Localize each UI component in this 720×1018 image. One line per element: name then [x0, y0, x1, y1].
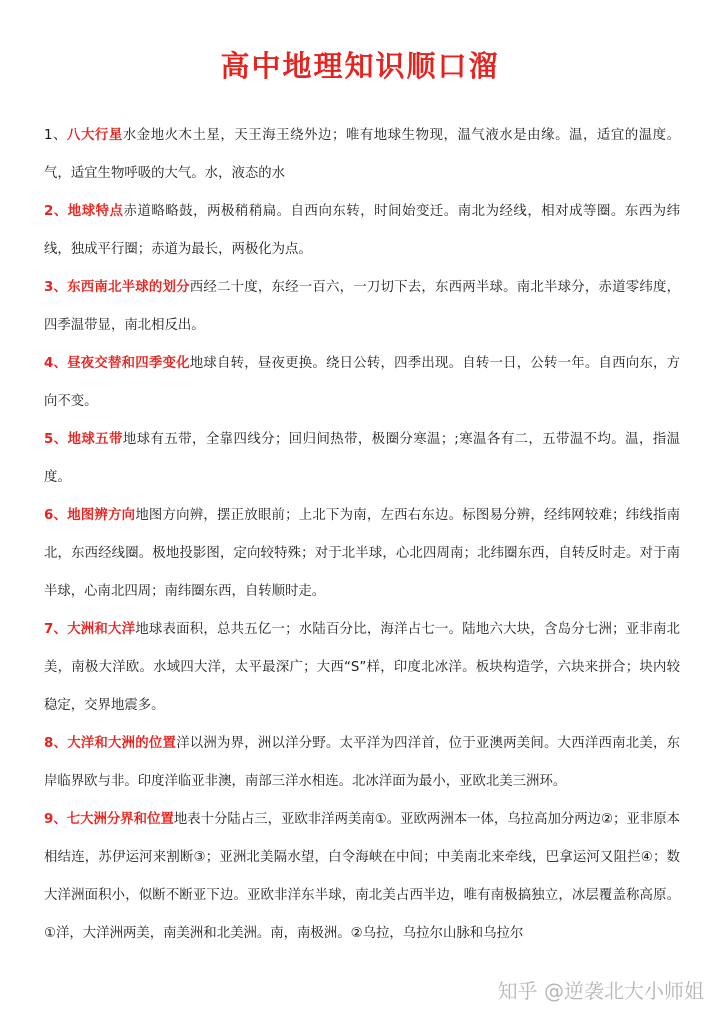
item-heading: 八大行星 [67, 128, 123, 143]
item-heading: 东西南北半球的划分 [67, 280, 190, 295]
item-number: 4、 [44, 356, 68, 371]
item-text: 地球自转，昼夜更换。绕日公转，四季出现。自转一日，公转一年。自西向东，方向不变。 [44, 356, 681, 409]
list-item [44, 117, 680, 193]
list-item [44, 421, 680, 497]
item-text: 水金地火木土星，天王海王绕外边；唯有地球生物现，温气液水是由缘。温，适宜的温度。气，适宜生物呼吸的大气。水，液态的水 [44, 128, 681, 181]
list-item [44, 497, 680, 611]
list-item [44, 801, 680, 953]
item-heading: 大洋和大洲的位置 [67, 736, 177, 751]
item-heading: 七大洲分界和位置 [66, 812, 174, 827]
list-item [44, 193, 680, 269]
item-number: 6、 [44, 508, 68, 523]
item-number: 7、 [44, 622, 68, 637]
item-text: 赤道略略鼓，两极稍稍扁。自西向东转，时间始变迁。南北为经线，相对成等圈。东西为纬线，独成平行圈；赤道为最长，两极化为点。 [44, 204, 681, 257]
page-title: 高中地理知识顺口溜 [220, 49, 500, 83]
item-text: 洋以洲为界，洲以洋分野。太平洋为四洋首，位于亚澳两美间。大西洋西南北美，东岸临界欧与非。印度洋临亚非澳，南部三洋水相连。北冰洋面为最小，亚欧北美三洲环。 [44, 736, 681, 789]
item-number: 9、 [44, 812, 67, 827]
item-heading: 地球五带 [67, 432, 123, 447]
watermark: 知乎 @逆袭北大小师姐 [497, 979, 704, 1003]
item-text: 地表十分陆占三，亚欧非洋两美南①。亚欧两洲本一体，乌拉高加分两边②；亚非原本相结连，苏伊运河来割断③；亚洲北美隔水望，白令海峡在中间；中美南北来牵线，巴拿运河又阻拦④；数大洋洲面积小，似断不断亚下边。亚欧非洋东半球，南北美占西半边，唯有南极搞独立，冰层覆盖称高原。①洋，大洋洲两美，南美洲和北美洲。南，南极洲。②乌拉，乌拉尔山脉和乌拉尔 [44, 812, 680, 941]
list-item [44, 611, 680, 725]
item-text: 地球表面积，总共五亿一；水陆百分比，海洋占七一。陆地六大块，含岛分七洲；亚非南北美，南极大洋欧。水域四大洋，太平最深广；大西“S”样，印度北冰洋。板块构造学，六块来拼合；块内较稳定，交界地震多。 [44, 622, 681, 713]
item-heading: 地球特点 [67, 204, 124, 219]
item-number: 1、 [44, 128, 68, 143]
list-item [44, 725, 680, 801]
item-number: 3、 [44, 280, 68, 295]
item-number: 5、 [44, 432, 68, 447]
list-item [44, 345, 680, 421]
item-text: 西经二十度，东经一百六，一刀切下去，东西两半球。南北半球分，赤道零纬度，四季温带显，南北相反出。 [44, 280, 681, 333]
item-text: 地图方向辨，摆正放眼前；上北下为南，左西右东边。标图易分辨，经纬网较难；纬线指南北，东西经线圈。极地投影图，定向较特殊；对于北半球，心北四周南；北纬圈东西，自转反时走。对于南半球，心南北四周；南纬圈东西，自转顺时走。 [44, 508, 681, 599]
item-heading: 地图辨方向 [67, 508, 136, 523]
item-text: 地球有五带，全靠四线分；回归间热带，极圈分寒温；;寒温各有二，五带温不均。温，指温度。 [44, 432, 680, 485]
item-heading: 昼夜交替和四季变化 [67, 356, 190, 371]
list-item [44, 269, 680, 345]
item-number: 8、 [44, 736, 68, 751]
item-number: 2、 [44, 204, 68, 219]
document-body [44, 117, 680, 953]
item-heading: 大洲和大洋 [67, 622, 136, 637]
